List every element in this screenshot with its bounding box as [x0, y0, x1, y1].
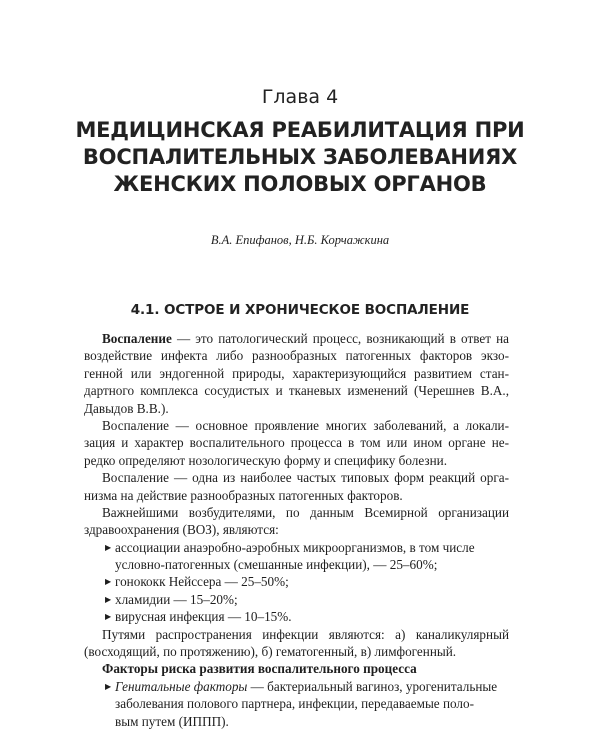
paragraph-line: дартного комплекса сосудистых и тканевых изменений (Черешнев В.А.,: [84, 383, 509, 399]
chapter-label: Глава 4: [261, 86, 339, 108]
chapter-title-line: ЖЕНСКИХ ПОЛОВЫХ ОРГАНОВ: [113, 172, 487, 196]
list-item-continuation: условно-патогенных (смешанные инфекции), — 25–60%;: [115, 557, 438, 573]
bullet-arrow-icon: ▶: [105, 577, 112, 587]
list-item: [84, 608, 509, 625]
body-text: [84, 330, 509, 730]
list-item: [84, 573, 509, 590]
bullet-arrow-icon: ▶: [105, 681, 112, 691]
term-italic: Генитальные факторы: [115, 678, 248, 694]
chapter-title: [40, 117, 560, 198]
list-item-continuation: заболевания полового партнера, инфекции, передаваемые поло-: [115, 696, 474, 712]
paragraph-line: низма на действие разнообразных патогенных факторов.: [84, 487, 403, 503]
list-item-text: хламидии — 15–20%;: [115, 591, 238, 607]
paragraph-line: Воспаление — основное проявление многих заболеваний, а локали-: [102, 417, 509, 433]
paragraph-line: Путями распространения инфекции являются: а) каналикулярный: [102, 626, 509, 642]
paragraph-line: воздействие инфекта либо разнообразных патогенных факторов экзо-: [84, 348, 509, 364]
bullet-arrow-icon: ▶: [105, 612, 112, 622]
list-item-text: вирусная инфекция — 10–15%.: [115, 609, 292, 625]
paragraph-line: Давыдов В.В.).: [84, 400, 169, 416]
paragraph-line: редко определяют нозологическую форму и специфику болезни.: [84, 452, 448, 468]
text-run: — это патологический процесс, возникающий в ответ на: [171, 331, 509, 346]
list-item-continuation: вым путем (ИППП).: [115, 713, 229, 729]
chapter-title-line: ВОСПАЛИТЕЛЬНЫХ ЗАБОЛЕВАНИЯХ: [82, 145, 518, 169]
risk-factors-heading: Факторы риска развития воспалительного процесса: [102, 661, 417, 677]
text-run: — бактериальный вагиноз, урогенитальные: [247, 678, 498, 694]
chapter-title-line: МЕДИЦИНСКАЯ РЕАБИЛИТАЦИЯ ПРИ: [75, 118, 525, 142]
list-item: [84, 678, 509, 695]
bullet-arrow-icon: ▶: [105, 594, 112, 604]
bullet-arrow-icon: ▶: [105, 542, 112, 552]
list-item: [84, 539, 509, 556]
section-title: 4.1. ОСТРОЕ И ХРОНИЧЕСКОЕ ВОСПАЛЕНИЕ: [130, 302, 470, 318]
paragraph-line: Воспаление — одна из наиболее частых типовых форм реакций орга-: [102, 470, 509, 486]
paragraph-line: Важнейшими возбудителями, по данным Всемирной организации: [102, 504, 509, 520]
term-bold: Воспаление: [102, 331, 172, 346]
chapter-authors: В.А. Епифанов, Н.Б. Корчажкина: [210, 233, 390, 247]
list-item: [84, 591, 509, 608]
list-item-text: гонококк Нейссера — 25–50%;: [115, 574, 289, 590]
paragraph-line: (восходящий, по протяжению), б) гематогенный, в) лимфогенный.: [84, 644, 457, 660]
paragraph-line: [84, 330, 509, 347]
paragraph-line: зация и характер воспалительного процесса в том или ином органе не-: [84, 435, 509, 451]
list-item-text: ассоциации анаэробно-аэробных микроорганизмов, в том числе: [115, 539, 475, 555]
paragraph-line: здравоохранения (ВОЗ), являются:: [84, 522, 279, 538]
paragraph-line: генной или эндогенной природы, характеризующийся развитием стан-: [84, 365, 509, 381]
